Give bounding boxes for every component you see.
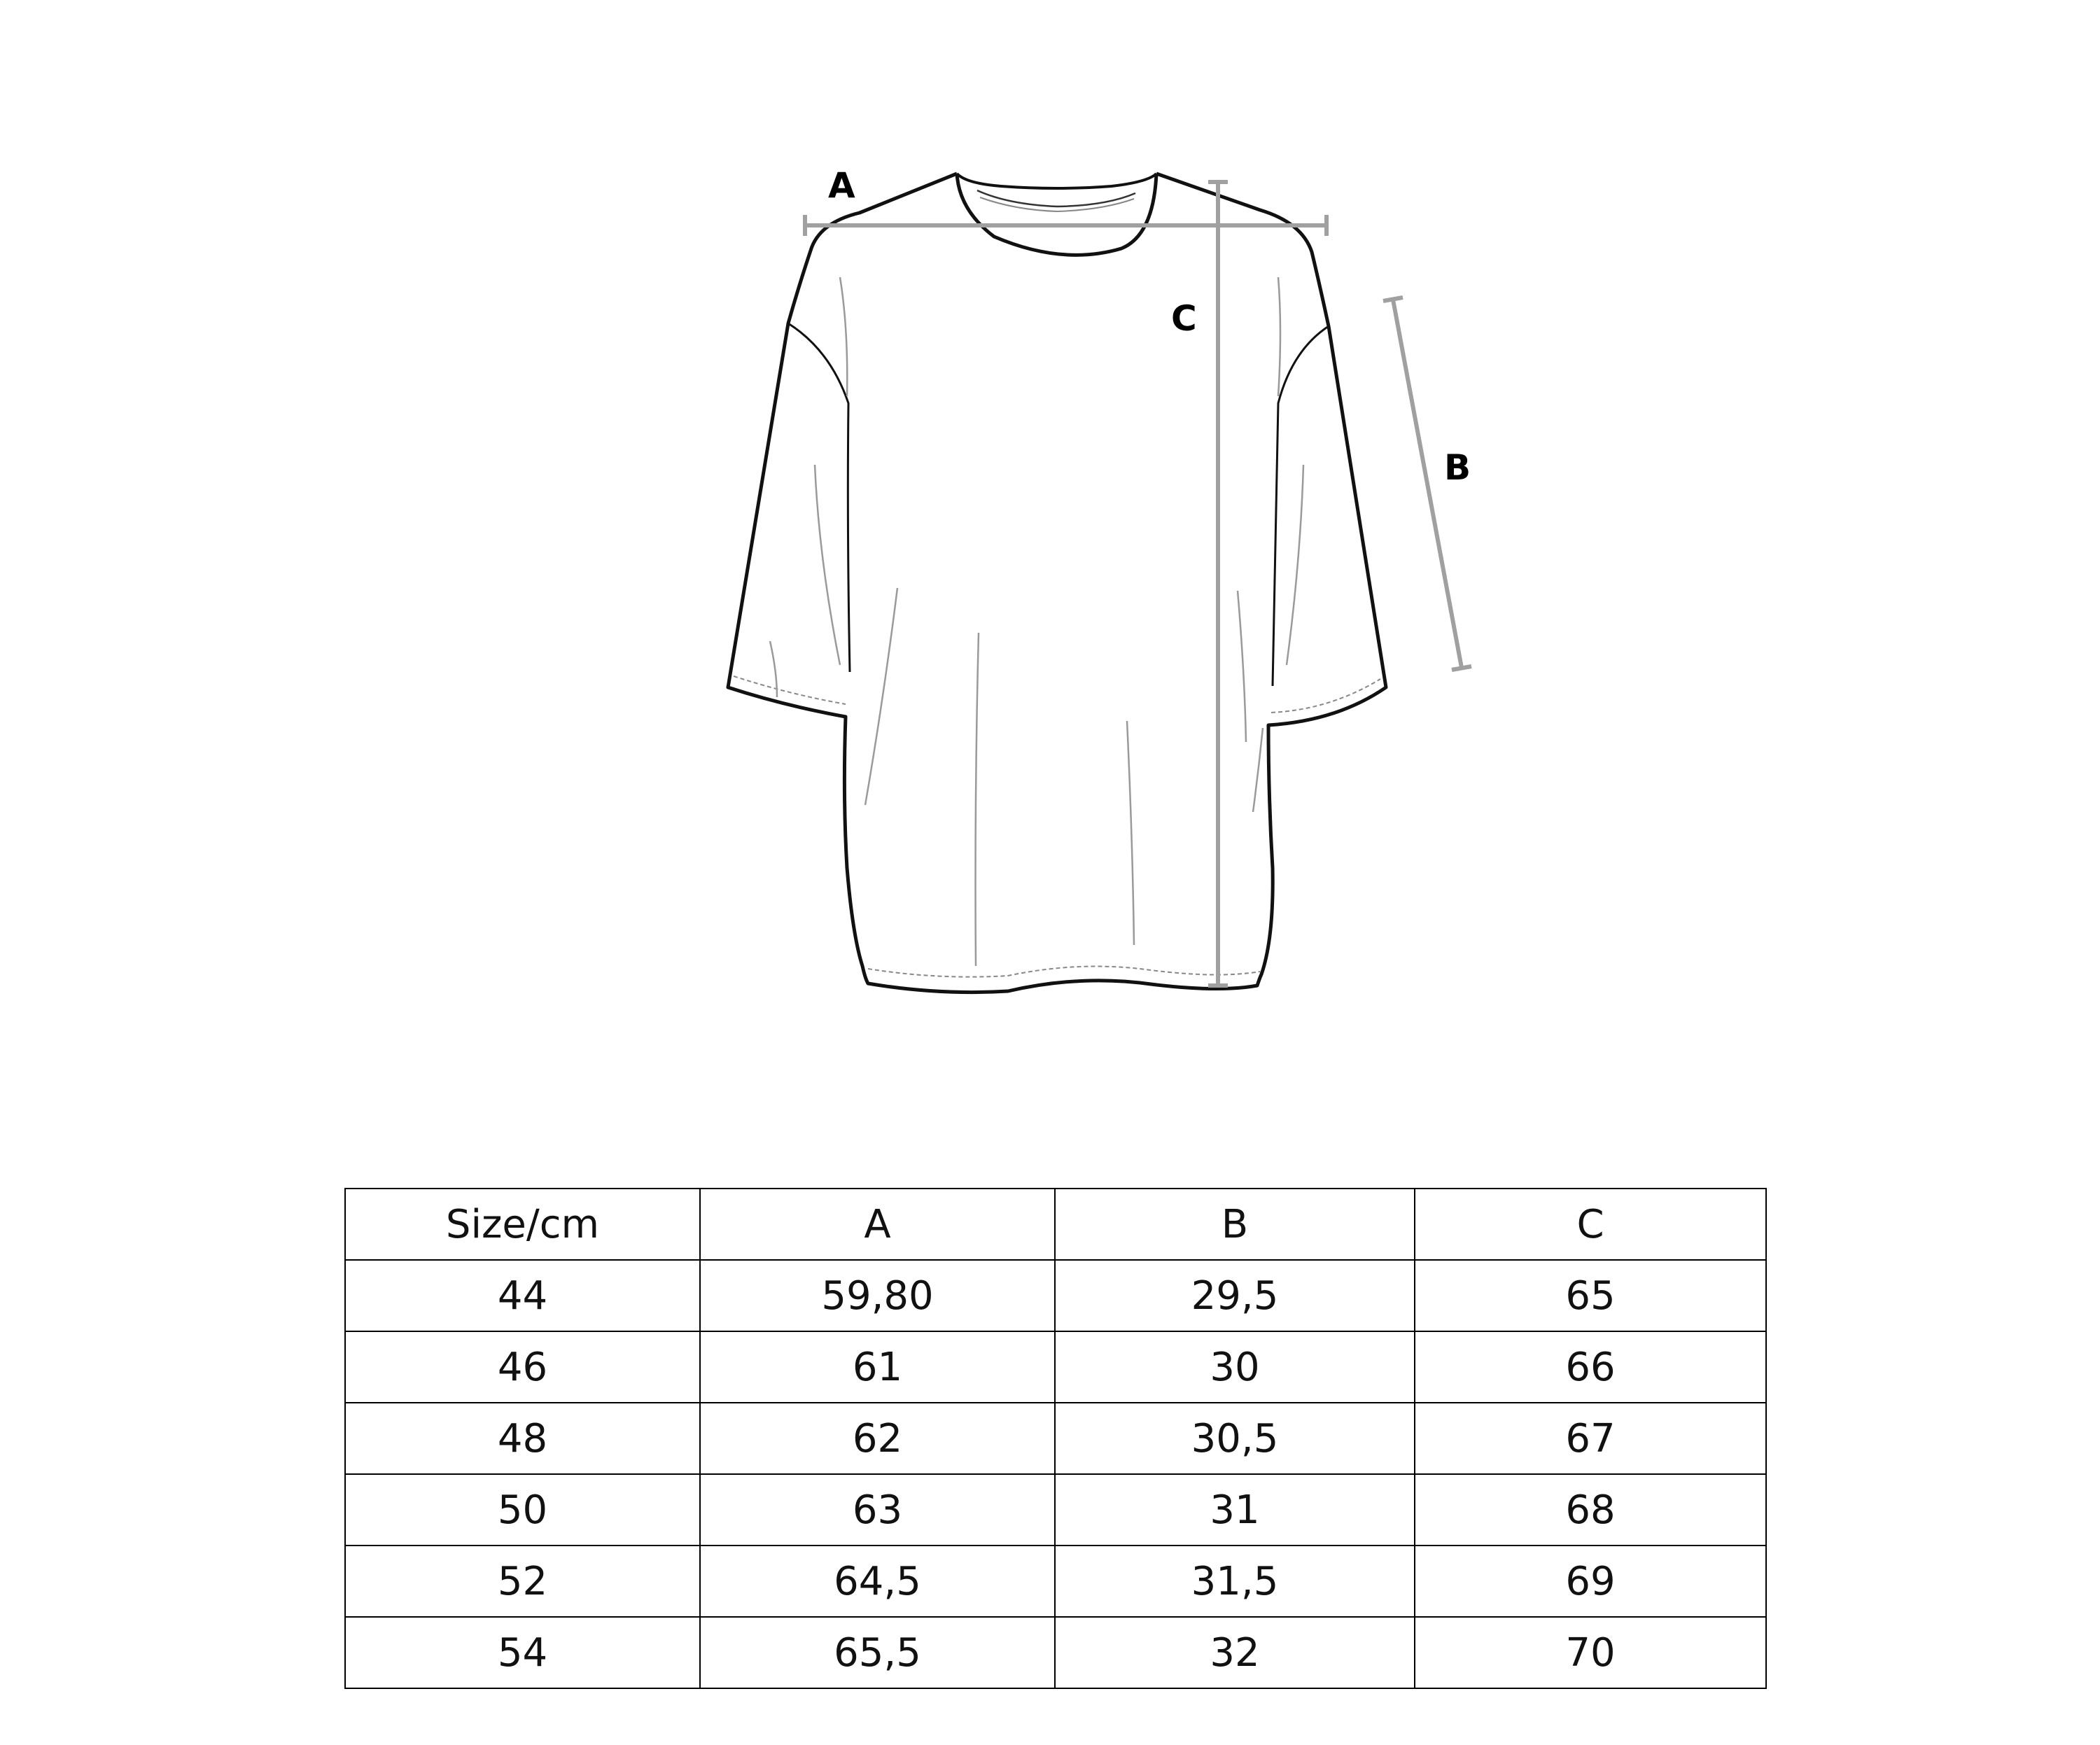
collar-top xyxy=(957,174,1156,188)
cell-c: 67 xyxy=(1415,1403,1766,1474)
measure-line-a xyxy=(805,215,1326,236)
cell-b: 30,5 xyxy=(1055,1403,1415,1474)
cell-size: 44 xyxy=(345,1260,700,1331)
cell-size: 46 xyxy=(345,1331,700,1403)
header-a: A xyxy=(700,1189,1055,1260)
cell-size: 50 xyxy=(345,1474,700,1546)
cell-size: 48 xyxy=(345,1403,700,1474)
cell-a: 61 xyxy=(700,1331,1055,1403)
header-c: C xyxy=(1415,1189,1766,1260)
cell-a: 64,5 xyxy=(700,1546,1055,1617)
measure-line-c xyxy=(1208,182,1228,986)
dimension-label-a: A xyxy=(828,165,855,206)
table-row xyxy=(345,1403,1766,1474)
right-sleeve-hem xyxy=(1271,679,1380,713)
cell-b: 31 xyxy=(1055,1474,1415,1546)
cell-a: 65,5 xyxy=(700,1617,1055,1688)
cell-size: 54 xyxy=(345,1617,700,1688)
cell-b: 31,5 xyxy=(1055,1546,1415,1617)
header-size: Size/cm xyxy=(345,1189,700,1260)
fold-lines xyxy=(770,277,1303,966)
size-table xyxy=(344,1188,1767,1689)
cell-c: 70 xyxy=(1415,1617,1766,1688)
table-row xyxy=(345,1617,1766,1688)
left-sleeve-hem xyxy=(734,676,846,704)
table-row xyxy=(345,1546,1766,1617)
cell-size: 52 xyxy=(345,1546,700,1617)
cell-a: 63 xyxy=(700,1474,1055,1546)
cell-b: 32 xyxy=(1055,1617,1415,1688)
right-shoulder-seam xyxy=(1273,326,1329,686)
header-b: B xyxy=(1055,1189,1415,1260)
cell-a: 59,80 xyxy=(700,1260,1055,1331)
table-row xyxy=(345,1474,1766,1546)
cell-b: 30 xyxy=(1055,1331,1415,1403)
left-shoulder-seam xyxy=(788,323,850,672)
bottom-hem-stitch xyxy=(868,967,1260,977)
dimension-label-b: B xyxy=(1444,447,1471,488)
table-row xyxy=(345,1260,1766,1331)
cell-c: 68 xyxy=(1415,1474,1766,1546)
cell-c: 65 xyxy=(1415,1260,1766,1331)
dimension-label-c: C xyxy=(1171,298,1197,339)
table-row xyxy=(345,1331,1766,1403)
cell-c: 66 xyxy=(1415,1331,1766,1403)
cell-a: 62 xyxy=(700,1403,1055,1474)
table-header-row xyxy=(345,1189,1766,1260)
cell-c: 69 xyxy=(1415,1546,1766,1617)
cell-b: 29,5 xyxy=(1055,1260,1415,1331)
